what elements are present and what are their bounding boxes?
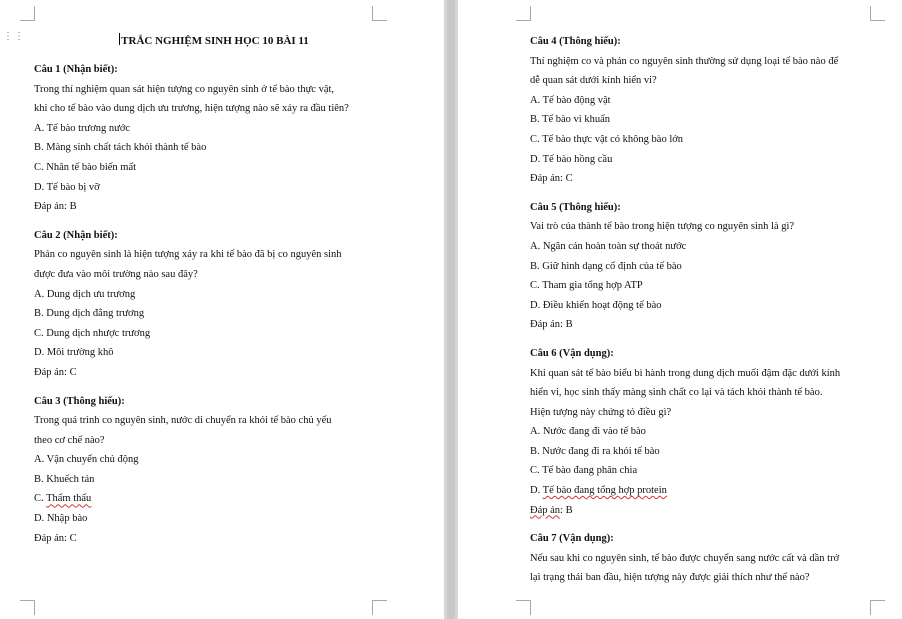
answer-option: A. Nước đang đi vào tế bào bbox=[530, 426, 646, 438]
answer-option: C. Dung dịch nhược trương bbox=[34, 327, 151, 339]
document-body[interactable] bbox=[530, 32, 875, 597]
answer-option: C. Nhân tế bào biến mất bbox=[34, 161, 137, 173]
answer-option: D. Nhập bào bbox=[34, 513, 88, 525]
question-heading: Câu 1 (Nhận biết): bbox=[34, 64, 118, 75]
answer-key: Đáp án: B bbox=[530, 319, 573, 331]
page-gutter bbox=[444, 0, 458, 619]
answer-option: A. Tế bào động vật bbox=[530, 94, 611, 106]
answer-option: C. Tế bào đang phân chia bbox=[530, 465, 638, 477]
page-corner-mark bbox=[372, 600, 387, 615]
answer-key: Đáp án: C bbox=[34, 366, 77, 378]
document-page-right bbox=[458, 0, 902, 619]
answer-key: Đáp án: B bbox=[34, 201, 77, 213]
answer-option: A. Tế bào trương nước bbox=[34, 122, 131, 134]
answer-key: Đáp án: C bbox=[530, 173, 573, 185]
answer-option: C. Thẩm thấu bbox=[34, 493, 92, 505]
question-block bbox=[34, 226, 394, 383]
page-corner-mark bbox=[20, 6, 35, 21]
question-text: Khi quan sát tế bào biểu bì hành trong dung dịch muối đậm đặc dưới kính bbox=[530, 367, 841, 379]
page-corner-mark bbox=[870, 6, 885, 21]
document-title-row bbox=[34, 32, 394, 50]
question-heading: Câu 5 (Thông hiểu): bbox=[530, 201, 621, 213]
question-text: Vai trò của thành tế bào trong hiện tượng co nguyên sinh là gì? bbox=[530, 221, 795, 233]
drag-handle-icon[interactable]: ⋮⋮ bbox=[3, 31, 25, 42]
question-block bbox=[530, 529, 875, 588]
answer-option: B. Giữ hình dạng cố định của tế bào bbox=[530, 260, 682, 272]
question-text: Trong quá trình co nguyên sinh, nước di chuyển ra khỏi tế bào chủ yếu bbox=[34, 415, 332, 427]
page-corner-mark bbox=[372, 6, 387, 21]
answer-option: C. Tế bào thực vật có không bào lớn bbox=[530, 133, 684, 145]
question-block bbox=[34, 392, 394, 549]
answer-option: C. Tham gia tổng hợp ATP bbox=[530, 280, 643, 292]
answer-option: D. Điều khiển hoạt động tế bào bbox=[530, 299, 662, 311]
answer-option: D. Tế bào đang tổng hợp protein bbox=[530, 485, 667, 497]
question-text: Phản co nguyên sinh là hiện tượng xảy ra khi tế bào đã bị co nguyên sinh bbox=[34, 249, 342, 261]
answer-option: A. Ngăn cản hoàn toàn sự thoát nước bbox=[530, 240, 687, 252]
question-text: khi cho tế bào vào dung dịch ưu trương, hiện tượng nào sẽ xảy ra đầu tiên? bbox=[34, 103, 349, 115]
question-text: Nếu sau khi co nguyên sinh, tế bào được chuyển sang nước cất và dần trở bbox=[530, 552, 840, 564]
question-text: theo cơ chế nào? bbox=[34, 434, 105, 446]
answer-option: B. Dung dịch đẳng trương bbox=[34, 308, 145, 320]
question-heading: Câu 6 (Vận dụng): bbox=[530, 347, 614, 359]
answer-key: Đáp án: C bbox=[34, 532, 77, 544]
question-text: Hiện tượng này chứng tỏ điều gì? bbox=[530, 406, 672, 418]
question-block bbox=[530, 344, 875, 520]
page-corner-mark bbox=[20, 600, 35, 615]
question-text: hiển vi, học sinh thấy màng sinh chất co lại và tách khỏi thành tế bào. bbox=[530, 387, 823, 399]
answer-option: B. Màng sinh chất tách khỏi thành tế bào bbox=[34, 142, 207, 154]
answer-option: B. Khuếch tán bbox=[34, 473, 95, 485]
document-page-left bbox=[0, 0, 444, 619]
answer-key: Đáp án: B bbox=[530, 504, 573, 516]
question-heading: Câu 2 (Nhận biết): bbox=[34, 229, 118, 241]
question-heading: Câu 7 (Vận dụng): bbox=[530, 533, 614, 545]
answer-option: A. Dung dịch ưu trương bbox=[34, 288, 136, 300]
answer-option: B. Tế bào vi khuẩn bbox=[530, 114, 611, 126]
question-heading: Câu 4 (Thông hiểu): bbox=[530, 36, 621, 47]
question-block bbox=[530, 198, 875, 335]
answer-option: D. Tế bào hồng cầu bbox=[530, 153, 613, 165]
question-heading: Câu 3 (Thông hiểu): bbox=[34, 395, 125, 407]
question-text: Trong thí nghiệm quan sát hiện tượng co nguyên sinh ở tế bào thực vật, bbox=[34, 83, 335, 95]
page-corner-mark bbox=[870, 600, 885, 615]
question-text: dễ quan sát dưới kính hiển vi? bbox=[530, 75, 657, 87]
answer-option: D. Môi trường khô bbox=[34, 347, 114, 359]
question-text: được đưa vào môi trường nào sau đây? bbox=[34, 268, 198, 280]
answer-option: D. Tế bào bị vỡ bbox=[34, 181, 100, 193]
answer-option: A. Vận chuyển chủ động bbox=[34, 454, 139, 466]
document-body[interactable] bbox=[34, 32, 394, 557]
answer-option: B. Nước đang đi ra khỏi tế bào bbox=[530, 445, 660, 457]
page-corner-mark bbox=[516, 6, 531, 21]
page-corner-mark bbox=[516, 600, 531, 615]
document-title: TRẮC NGHIỆM SINH HỌC 10 BÀI 11 bbox=[121, 35, 309, 47]
question-block bbox=[530, 32, 875, 189]
question-block bbox=[34, 60, 394, 217]
question-text: lại trạng thái ban đầu, hiện tượng này được giải thích như thế nào? bbox=[530, 572, 810, 584]
question-text: Thí nghiệm co và phản co nguyên sinh thường sử dụng loại tế bào nào để bbox=[530, 55, 839, 67]
